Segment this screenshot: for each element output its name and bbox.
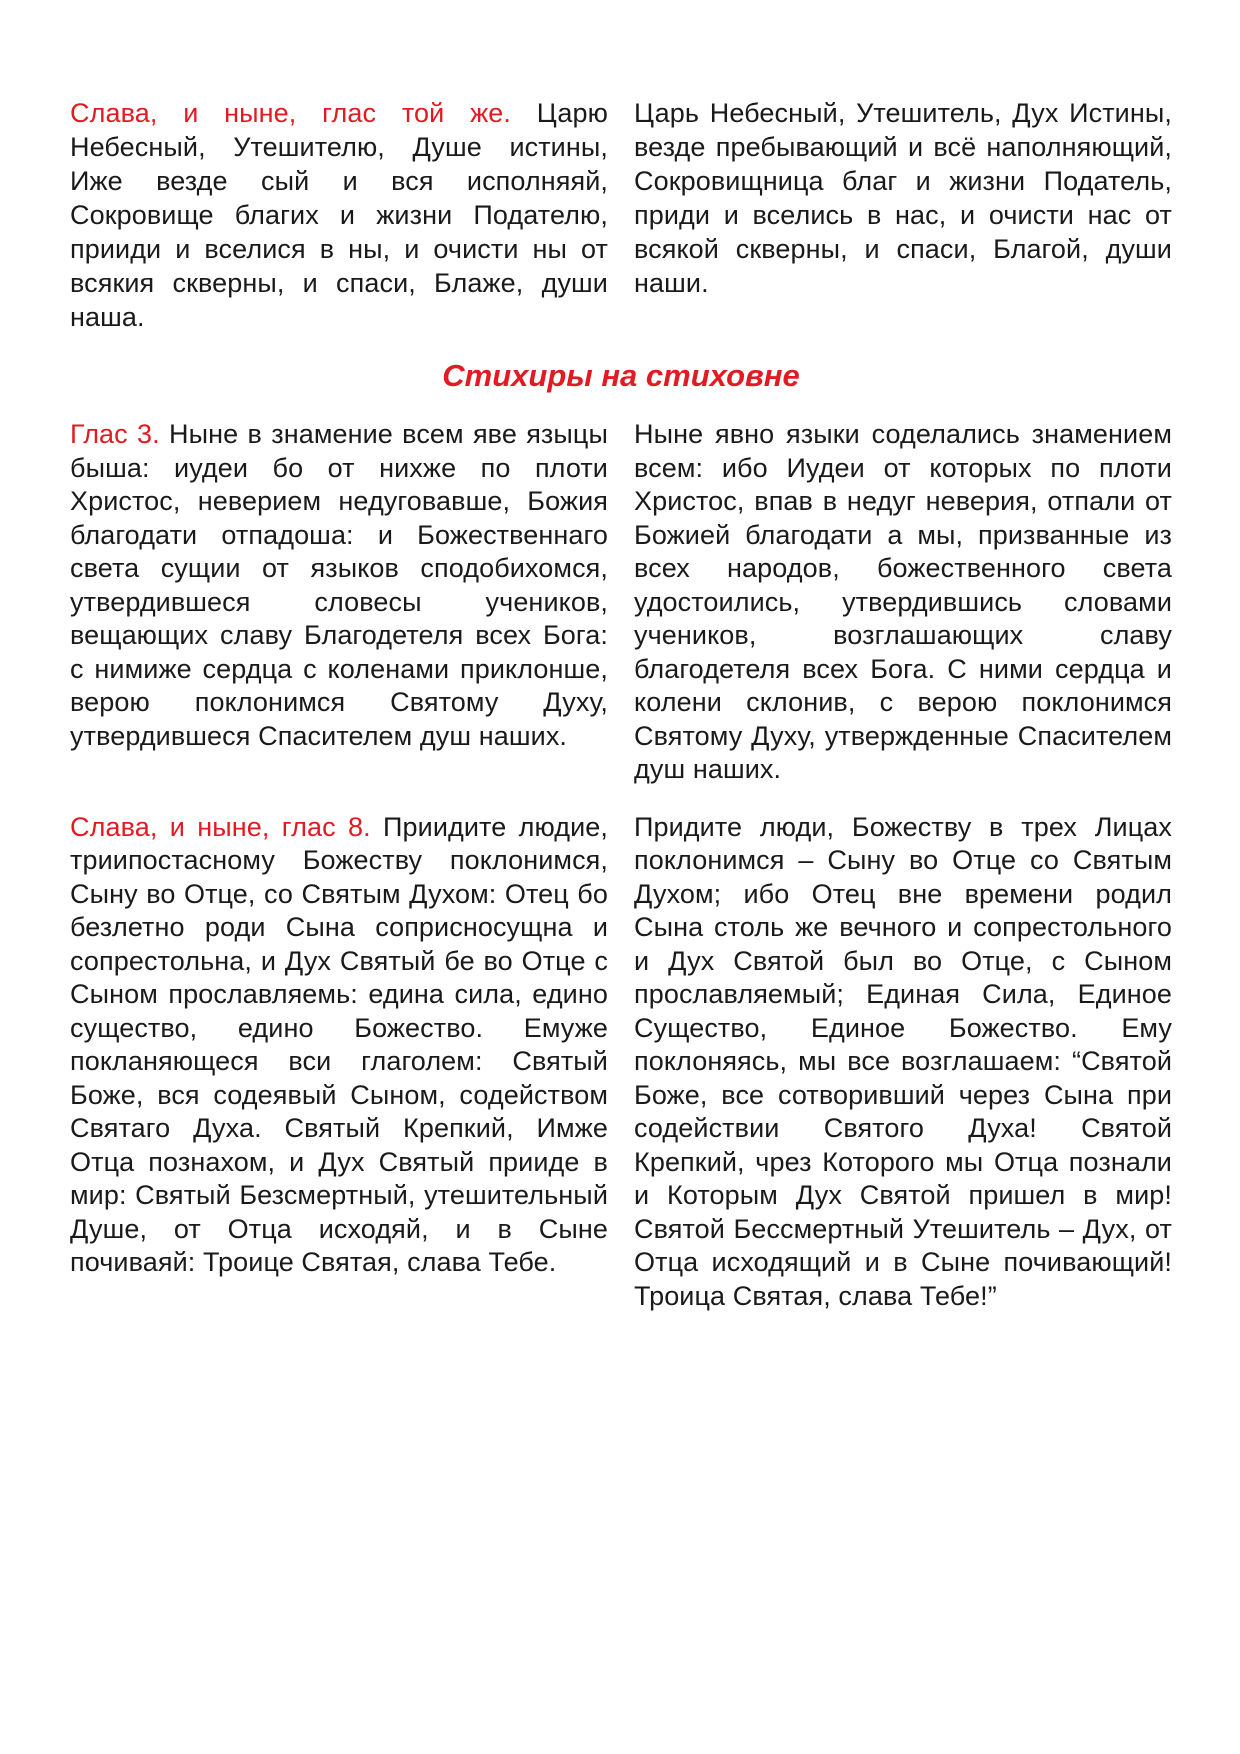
rubric: Слава, и ныне, глас той же. <box>70 98 511 128</box>
hymn-row-slava-glas-8 <box>70 811 1172 1314</box>
hymn-row-slava-tsaryu <box>70 96 1172 334</box>
rubric: Слава, и ныне, глас 8. <box>70 811 371 842</box>
russian-text: Ныне явно языки соделались знамением всем: ибо Иудеи от которых по плоти Христос, впав в недуг неверия, отпали от Божией благодати а мы, призванные из всех народов, божественного света удостоились, утвердившись словами учеников, возглашающих славу благодетеля всех Бога. С ними сердца и колени склонив, с верою поклонимся Святому Духу, утвержденные Спасителем душ наших. <box>634 419 1172 784</box>
slavonic-text: Приидите людие, триипостасному Божеству поклонимся, Сыну во Отце, со Святым Духом: Отец бо безлетно роди Сына соприсносущна и сопрестольна, и Дух Святый бе во Отце с Сыном прославляемь: едина сила, едино существо, едино Божество. Емуже покланяющеся вси глаголем: Святый Боже, вся содеявый Сыном, содейством Святаго Духа. Святый Крепкий, Имже Отца познахом, и Дух Святый прииде в мир: Святый Безсмертный, утешительный Душе, от Отца исходяй, и в Сыне почиваяй: Троице Святая, слава Тебе. <box>70 811 608 1277</box>
slavonic-column <box>70 811 608 1314</box>
russian-column <box>634 418 1172 787</box>
slavonic-column <box>70 418 608 787</box>
russian-text: Придите люди, Божеству в трех Лицах поклонимся – Сыну во Отце со Святым Духом; ибо Отец вне времени родил Сына столь же вечного и сопрестольного и Дух Святой был во Отце, с Сыном прославляемый; Единая Сила, Единое Существо, Единое Божество. Ему поклоняясь, мы все возглашаем: “Святой Боже, все сотворивший через Сына при содействии Святого Духа! Святой Крепкий, чрез Которого мы Отца познали и Которым Дух Святой пришел в мир! Святой Бессмертный Утешитель – Дух, от Отца исходящий и в Сыне почивающий! Троица Святая, слава Тебе!” <box>634 811 1172 1311</box>
slavonic-text: Ныне в знамение всем яве языцы быша: иудеи бо от нихже по плоти Христос, неверием недуговавше, Божия благодати отпадоша: и Божественнаго света сущии от языков сподобихомся, утвердившеся словесы учеников, вещающих славу Благодетеля всех Бога: с нимиже сердца с коленами приклонше, верою поклонимся Святому Духу, утвердившеся Спасителем душ наших. <box>70 419 608 751</box>
rubric: Глас 3. <box>70 419 160 449</box>
russian-column <box>634 96 1172 334</box>
section-title: Стихиры на стиховне <box>442 358 800 393</box>
russian-column <box>634 811 1172 1314</box>
slavonic-text: Царю Небесный, Утешителю, Душе истины, Иже везде сый и вся исполняяй, Сокровище благих и жизни Подателю, прииди и вселися в ны, и очисти ны от всякия скверны, и спаси, Блаже, души наша. <box>70 98 608 332</box>
slavonic-column <box>70 96 608 334</box>
page-content <box>70 96 1172 1313</box>
russian-text: Царь Небесный, Утешитель, Дух Истины, везде пребывающий и всё наполняющий, Сокровищница благ и жизни Податель, приди и вселись в нас, и очисти нас от всякой скверны, и спаси, Благой, души наши. <box>634 98 1172 298</box>
hymn-row-glas-3 <box>70 418 1172 787</box>
